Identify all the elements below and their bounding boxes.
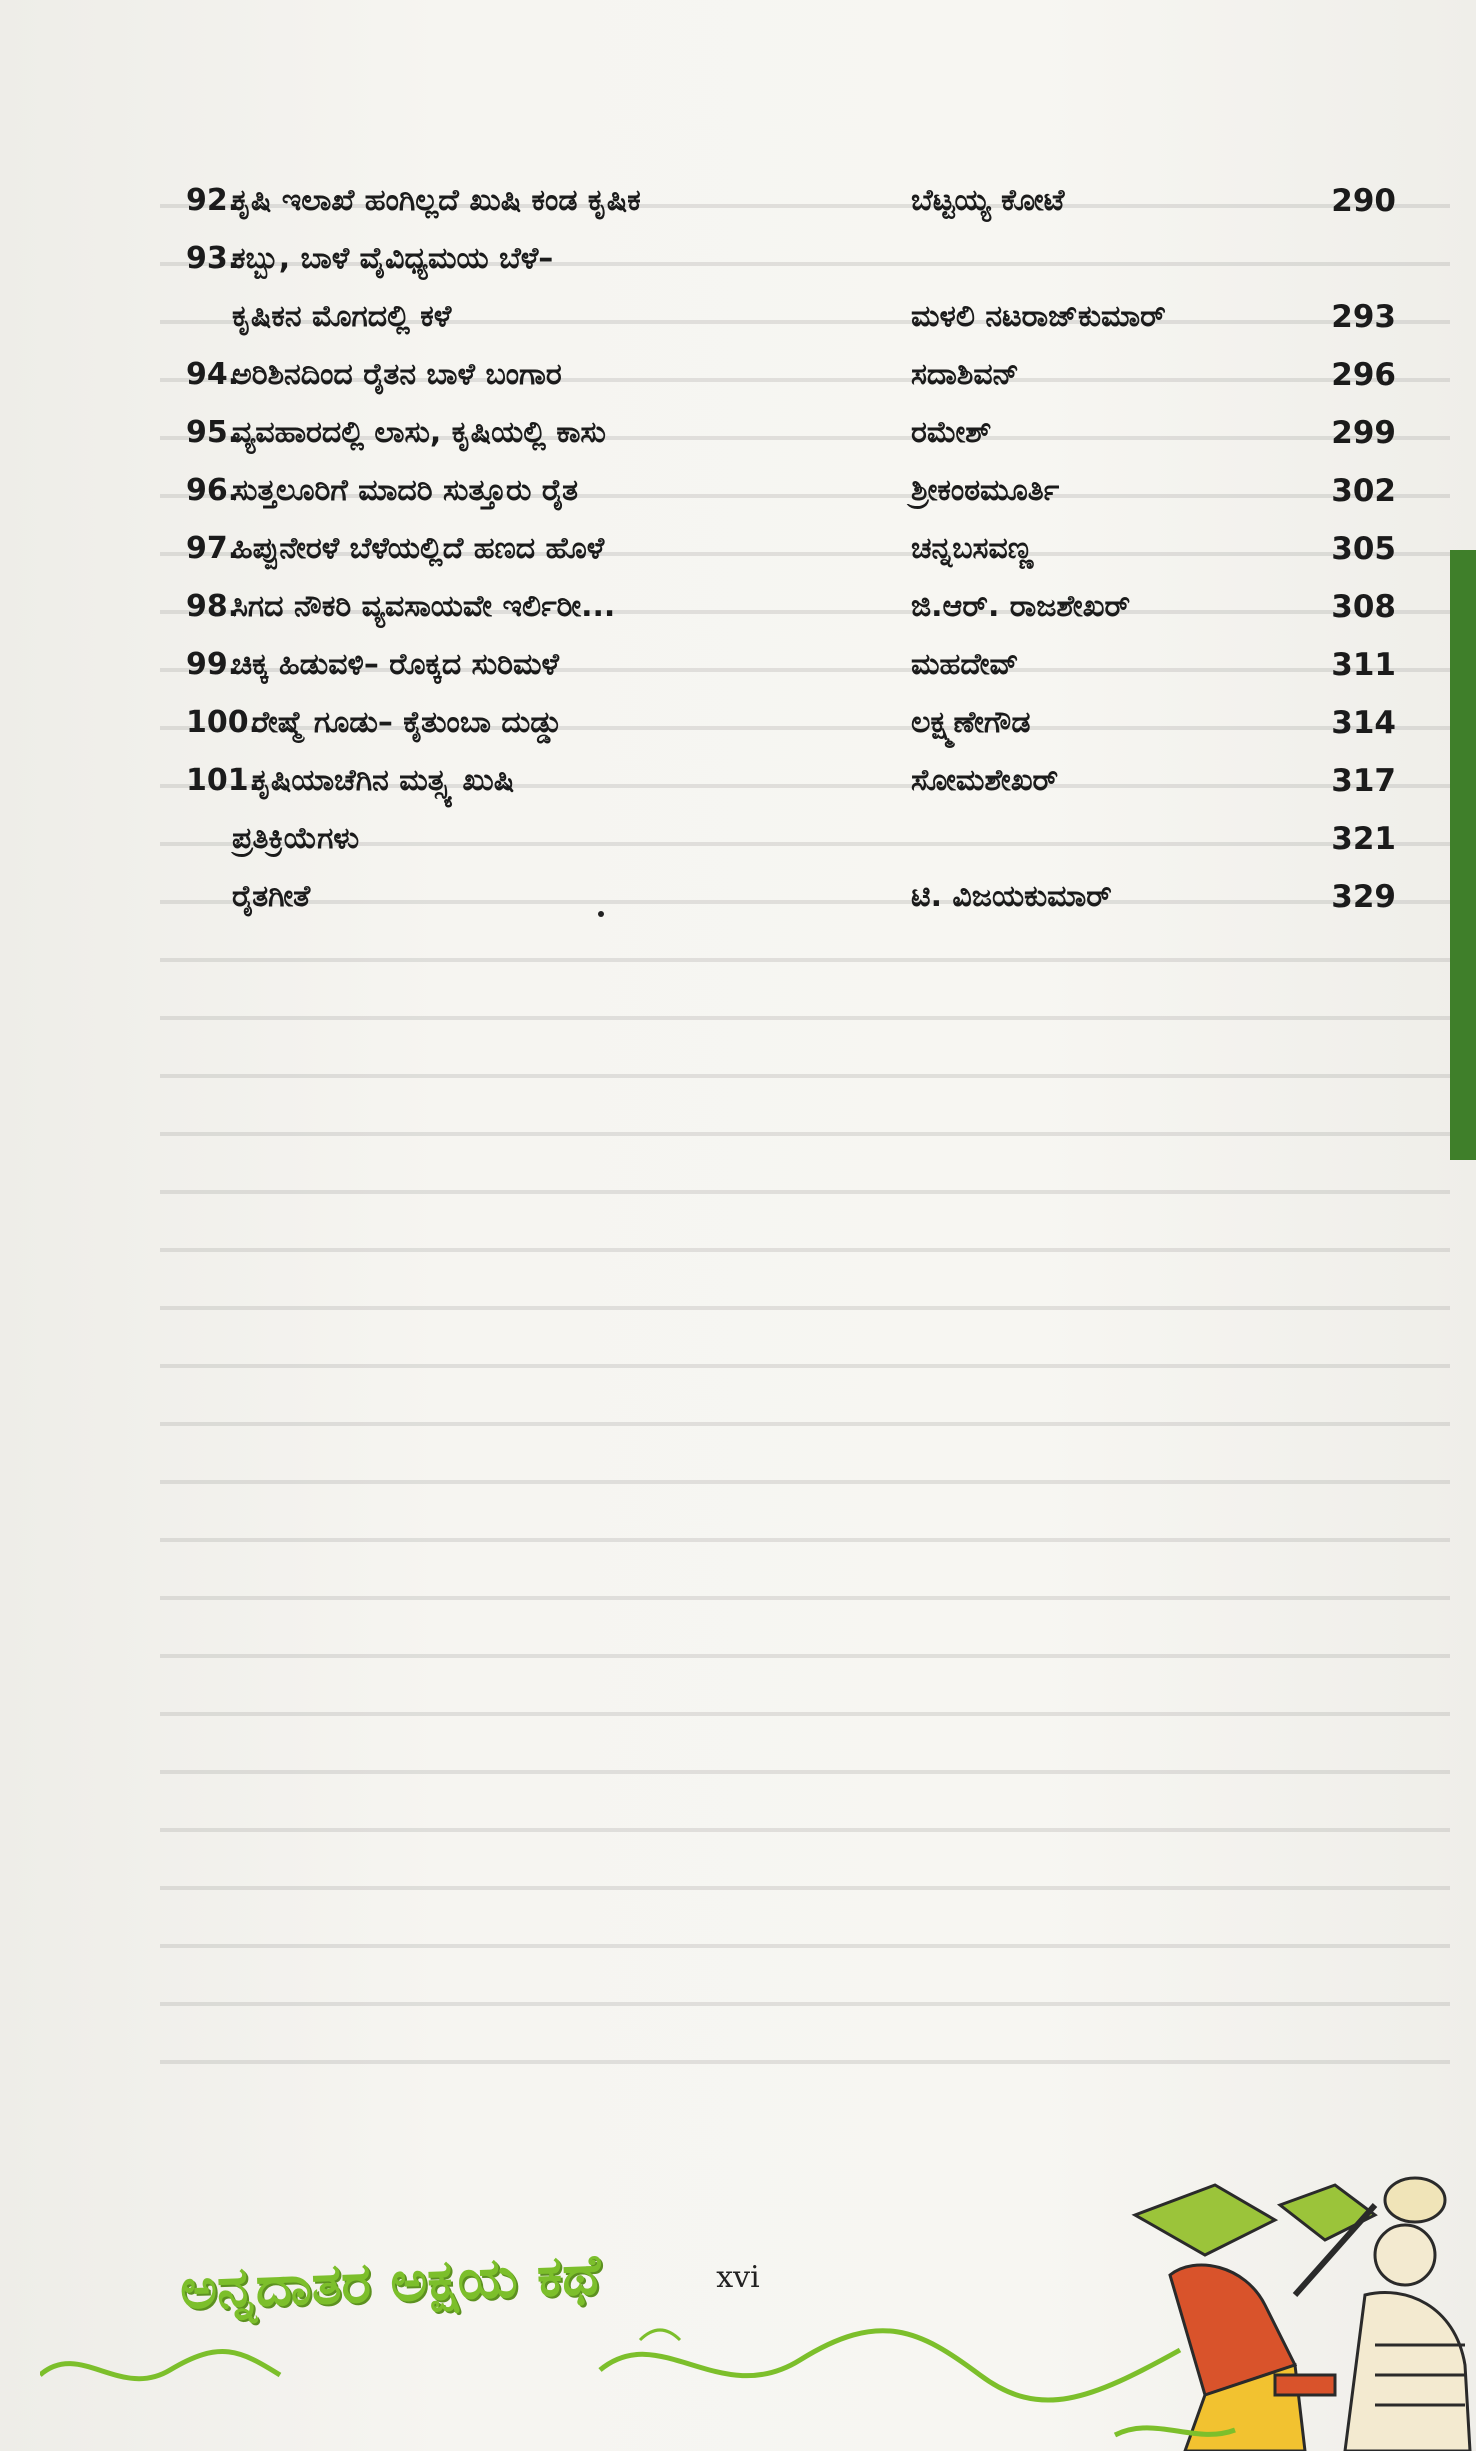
toc-row (186, 230, 1406, 288)
page-number: xvi (716, 2260, 760, 2295)
toc-row (186, 810, 1406, 868)
toc-row (186, 404, 1406, 462)
toc-title: ಸಿಗದ ನೌಕರಿ ವ್ಯವಸಾಯವೇ ಇರ್ಲಿರೀ... (232, 589, 616, 624)
toc-page: 317 (1331, 763, 1396, 799)
toc-number: 95. (186, 415, 240, 450)
toc-row (186, 694, 1406, 752)
toc-row (186, 346, 1406, 404)
toc-number: 96. (186, 473, 240, 508)
toc-page: 308 (1331, 589, 1396, 625)
toc-page: 290 (1331, 183, 1396, 219)
toc-number: 101. (186, 763, 261, 798)
toc-number: 100. (186, 705, 261, 740)
toc-number: 94. (186, 357, 240, 392)
toc-title: ವ್ಯವಹಾರದಲ್ಲಿ ಲಾಸು, ಕೃಷಿಯಲ್ಲಿ ಕಾಸು (232, 415, 606, 450)
toc-title: ಚಿಕ್ಕ ಹಿಡುವಳಿ– ರೊಕ್ಕದ ಸುರಿಮಳೆ (232, 647, 559, 682)
toc-page: 296 (1331, 357, 1396, 393)
toc-number: 99. (186, 647, 240, 682)
toc-title: ಕೃಷಿಯಾಚೆಗಿನ ಮತ್ಸ್ಯ ಖುಷಿ (252, 763, 515, 798)
toc-number: 98. (186, 589, 240, 624)
toc-author: ಜಿ.ಆರ್. ರಾಜಶೇಖರ್ (911, 589, 1131, 624)
toc-row (186, 868, 1406, 926)
toc-author: ಟಿ. ವಿಜಯಕುಮಾರ್ (911, 879, 1112, 914)
toc-title: ಕೃಷಿಕನ ಮೊಗದಲ್ಲಿ ಕಳೆ (232, 299, 452, 334)
toc-author: ರಮೇಶ್ (911, 415, 992, 450)
toc-title: ಹಿಪ್ಪುನೇರಳೆ ಬೆಳೆಯಲ್ಲಿದೆ ಹಣದ ಹೊಳೆ (232, 531, 605, 566)
toc-title: ಕೃಷಿ ಇಲಾಖೆ ಹಂಗಿಲ್ಲದೆ ಖುಷಿ ಕಂಡ ಕೃಷಿಕ (232, 183, 641, 218)
ink-speck (598, 911, 604, 917)
book-logo: ಅನ್ನದಾತರ ಅಕ್ಷಯ ಕಥೆ (178, 2242, 602, 2323)
toc-author: ಚನ್ನಬಸವಣ್ಣ (911, 531, 1034, 566)
toc-row (186, 172, 1406, 230)
toc-author: ಶ್ರೀಕಂಠಮೂರ್ತಿ (911, 473, 1060, 508)
toc-row (186, 752, 1406, 810)
toc-title: ಅರಿಶಿನದಿಂದ ರೈತನ ಬಾಳೆ ಬಂಗಾರ (232, 357, 562, 392)
toc-author: ಸೋಮಶೇಖರ್ (911, 763, 1059, 798)
toc-page: 305 (1331, 531, 1396, 567)
toc-page: 321 (1331, 821, 1396, 857)
toc-number: 97. (186, 531, 240, 566)
toc-title: ಕಬ್ಬು, ಬಾಳೆ ವೈವಿಧ್ಯಮಯ ಬೆಳೆ– (232, 241, 554, 276)
toc-row (186, 636, 1406, 694)
toc-page: 302 (1331, 473, 1396, 509)
toc-number: 92. (186, 183, 240, 218)
toc-page: 311 (1331, 647, 1396, 683)
toc-title: ರೇಷ್ಮೆ ಗೂಡು– ಕೈತುಂಬಾ ದುಡ್ಡು (252, 705, 563, 740)
toc-page: 299 (1331, 415, 1396, 451)
toc-number: 93. (186, 241, 240, 276)
toc-page: 293 (1331, 299, 1396, 335)
toc-page: 329 (1331, 879, 1396, 915)
farmer-illustration (1075, 2145, 1476, 2451)
toc-row (186, 578, 1406, 636)
toc-row (186, 520, 1406, 578)
toc-title: ಸುತ್ತಲೂರಿಗೆ ಮಾದರಿ ಸುತ್ತೂರು ರೈತ (232, 473, 579, 508)
toc-title: ರೈತಗೀತೆ (232, 879, 311, 914)
toc-row (186, 288, 1406, 346)
toc-author: ಸದಾಶಿವನ್ (911, 357, 1019, 392)
toc-page: 314 (1331, 705, 1396, 741)
toc-author: ಮಹದೇವ್ (911, 647, 1019, 682)
toc-author: ಬೆಟ್ಟಯ್ಯ ಕೋಟೆ (911, 183, 1065, 218)
toc-row (186, 462, 1406, 520)
toc-title: ಪ್ರತಿಕ್ರಿಯೆಗಳು (232, 821, 360, 856)
toc-author: ಲಕ್ಷ್ಮಣೇಗೌಡ (911, 705, 1031, 740)
table-of-contents (186, 172, 1406, 926)
toc-author: ಮಳಲಿ ನಟರಾಜ್‌ಕುಮಾರ್ (911, 299, 1166, 334)
chapter-color-tab (1450, 550, 1476, 1160)
